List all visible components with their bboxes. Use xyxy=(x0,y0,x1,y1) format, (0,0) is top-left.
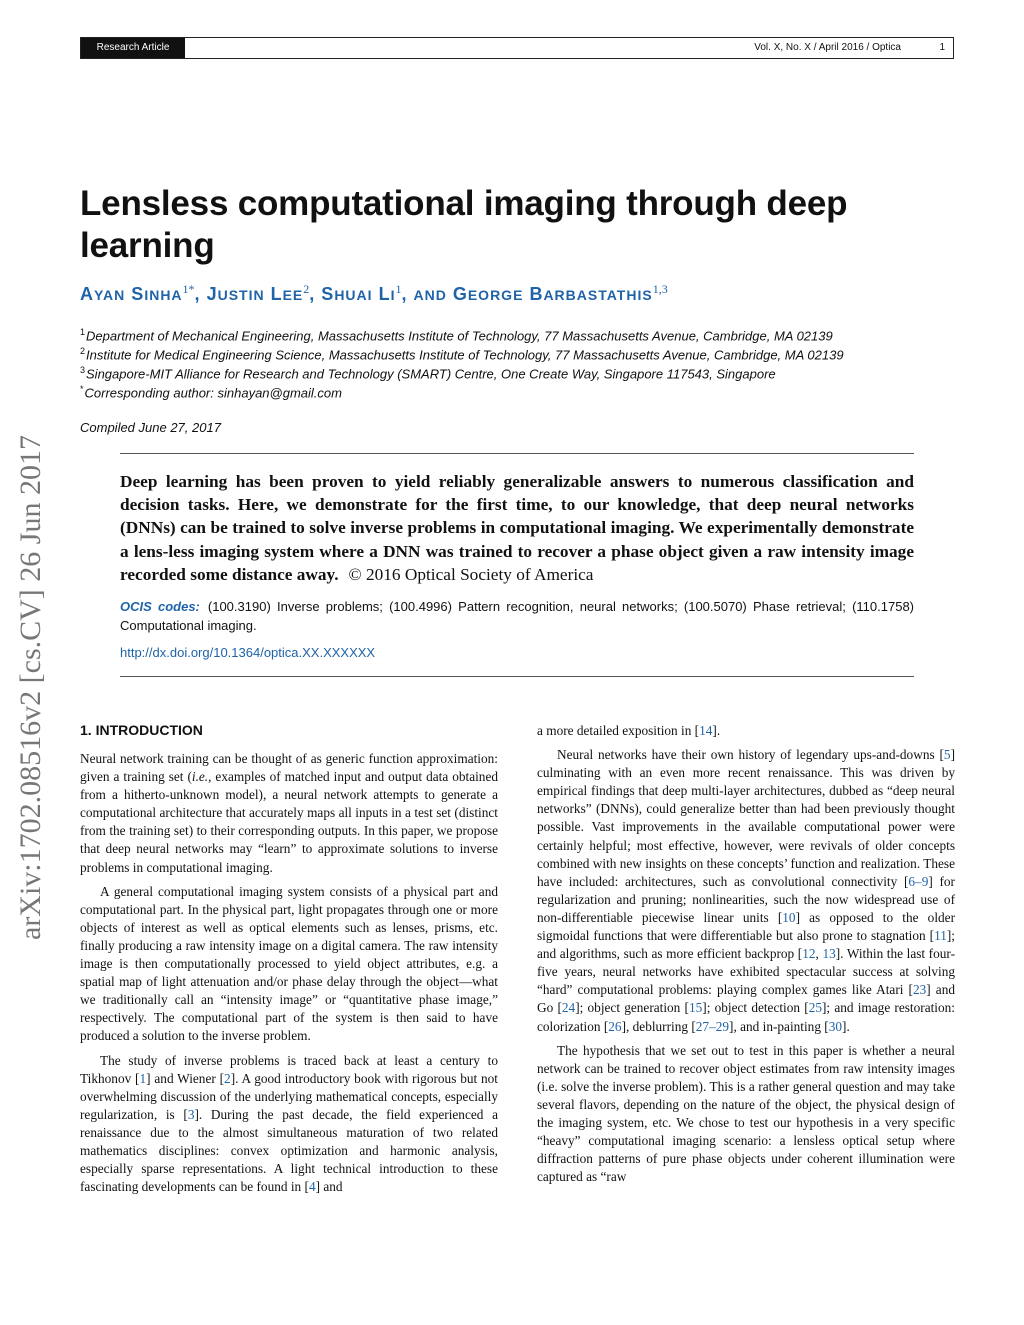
running-header xyxy=(80,37,954,59)
affiliation-2: $^2$Institute for Medical Engineering Science, Massachusetts Institute of Technology, 77 Massachusetts Avenue, Cambridge, MA 02139 xyxy=(80,346,844,363)
citation-link[interactable]: 4 xyxy=(308,1179,316,1195)
article-type-label: Research Article xyxy=(81,38,185,58)
citation-link[interactable]: 23 xyxy=(912,982,927,998)
author-name: SHUAI $LI^1$ xyxy=(321,282,402,304)
paragraph: Neural network training can be thought of as generic function approximation: given a training set (i.e., examples of matched input and output data obtained from a hitherto-unknown model), a neural network attempts to generate a computational architecture that accurately maps all inputs in a test set (distinct from the training set) to their corresponding outputs. In this paper, we propose that deep neural networks may “learn” to approximate solutions to inverse problems in computational imaging. xyxy=(80,751,499,875)
body-column-left xyxy=(80,750,498,1202)
citation-link[interactable]: 3 xyxy=(187,1106,195,1122)
author-name: JUSTIN LEE$^2$ xyxy=(206,282,310,304)
citation-link[interactable]: 13 xyxy=(822,946,836,962)
divider xyxy=(120,676,914,677)
citation-link[interactable]: 2 xyxy=(224,1070,231,1086)
section-heading: 1. INTRODUCTION xyxy=(80,722,203,738)
copyright: © 2016 Optical Society of America xyxy=(348,564,594,584)
citation-link[interactable]: 12 xyxy=(802,946,816,962)
abstract: Deep learning has been proven to yield reliably generalizable answers to numerous classification and decision tasks. Here, we demonstrate for the first time, to our knowledge, that deep neural networks (DNNs) can be trained to solve inverse problems in computational imaging. We experimentally demonstrate a lens-less imaging system where a DNN was trained to recover a phase object given a raw intensity image recorded some distance away. © 2016 Optical Society of America xyxy=(120,472,914,584)
author-conjunction: AND xyxy=(413,287,447,303)
citation-link[interactable]: 26 xyxy=(608,1018,622,1034)
affiliation-1: $^1$Department of Mechanical Engineering, Massachusetts Institute of Technology, 77 Massachusetts Avenue, Cambridge, MA 02139 xyxy=(80,327,833,344)
paragraph: The study of inverse problems is traced back at least a century to Tikhonov [1] and Wiener [2]. A good introductory book with rigorous but not overwhelming discussion of the underlying mathematical concepts, especially regularization, is [3]. During the past decade, the field experienced a renaissance due to the almost simultaneous maturation of two related mathematics disciplines: convex optimization and harmonic analysis, especially sparse representations. A light technical introduction to these fascinating developments can be found in [4] and xyxy=(80,1052,498,1195)
doi-link[interactable]: http://dx.doi.org/10.1364/optica.XX.XXXXXX xyxy=(120,645,376,660)
corresponding-author: *Corresponding author: sinhayan@gmail.com xyxy=(80,384,342,401)
ocis-label: OCIS codes: xyxy=(120,599,200,614)
author-name: AYAN $SINHA^{1*}$ xyxy=(80,282,195,304)
citation-link[interactable]: 30 xyxy=(828,1018,843,1034)
body-column-right xyxy=(537,722,955,1192)
ocis-codes: OCIS codes: (100.3190) Inverse problems; (100.4996) Pattern recognition, neural networks; (100.5070) Phase retrieval; (110.1758) Computational imaging. xyxy=(120,599,915,633)
paper-title: Lensless computational imaging through deep learning xyxy=(80,184,848,265)
citation-link[interactable]: 15 xyxy=(688,1000,703,1016)
page-number: 1 xyxy=(939,42,945,53)
affiliation-3: $^3$Singapore-MIT Alliance for Research and Technology (SMART) Centre, One Create Way, Singapore 117543, Singapore xyxy=(80,365,776,382)
citation-link[interactable]: 10 xyxy=(782,909,796,925)
citation-link[interactable]: 5 xyxy=(943,747,951,763)
journal-info: Vol. X, No. X / April 2016 / Optica xyxy=(754,42,901,53)
citation-link[interactable]: 27–29 xyxy=(695,1018,730,1034)
paragraph: The hypothesis that we set out to test in this paper is whether a neural network can be trained to recover object estimates from raw intensity images (i.e. solve the inverse problem). This is a rather general question and may take several flavors, depending on the nature of the object, the physical design of the imaging system, etc. We chose to test our hypothesis in a very specific “heavy” computational imaging scenario: a lensless optical setup where diffraction patterns of pure phase objects under coherent illumination were captured as “raw xyxy=(537,1042,955,1185)
arxiv-watermark: arXiv:1702.08516v2 [cs.CV] 26 Jun 2017 xyxy=(14,435,47,940)
author-list: AYAN $SINHA^{1*}$, JUSTIN LEE$^2$, SHUAI $LI^1$, AND GEORGE BARBASTATHIS$^{1,3}$ xyxy=(80,282,668,304)
paragraph: A general computational imaging system consists of a physical part and computational part. In the physical part, light propagates through one or more objects of interest as well as optical elements such as lenses, prisms, etc. finally producing a raw intensity image on a digital camera. The raw intensity image is then computationally processed to yield object attributes, e.g. a spatial map of light attenuation and/or phase delay through the object—what we traditionally call an “intensity image” or “quantitative phase image,” respectively. The computational part of the system is then said to have produced a solution to the inverse problem. xyxy=(80,883,498,1044)
citation-link[interactable]: 1 xyxy=(139,1070,147,1086)
citation-link[interactable]: 14 xyxy=(699,723,713,738)
paragraph: Neural networks have their own history of legendary ups-and-downs [5] culminating with an even more recent renaissance. This was driven by empirical findings that deep multi-layer architectures, dubbed as “deep neural networks” (DNNs), could generalize better than had been previously thought possible. Vast improvements in the available computational power were certainly helpful; most effective, however, were revivals of older concepts combined with new insights on these concepts’ function and realization. These have included: architectures, such as convolutional connectivity [6–9] for regularization and pruning; nonlinearities, such the now widespread use of non-differentiable piecewise linear units [10] as opposed to the older sigmoidal functions that were differentiable but also prone to stagnation [11]; and algorithms, such as more efficient backprop [12, 13]. Within the last four-five years, neural networks have exhibited spectacular success at solving “hard” computational problems: playing complex games like Atari [23] and Go [24]; object generation [15]; object detection [25]; and image restoration: colorization [26], deblurring [27–29], and in-painting [30]. xyxy=(537,747,956,1034)
citation-link[interactable]: 24 xyxy=(561,1000,576,1016)
citation-link[interactable]: 25 xyxy=(808,1000,822,1016)
citation-link[interactable]: 6–9 xyxy=(908,873,929,889)
paragraph: a more detailed exposition in [14]. xyxy=(537,723,721,738)
divider xyxy=(120,453,914,454)
citation-link[interactable]: 11 xyxy=(934,928,947,944)
author-name: GEORGE BARBASTATHIS$^{1,3}$ xyxy=(452,282,668,304)
compiled-date: Compiled June 27, 2017 xyxy=(80,420,221,435)
